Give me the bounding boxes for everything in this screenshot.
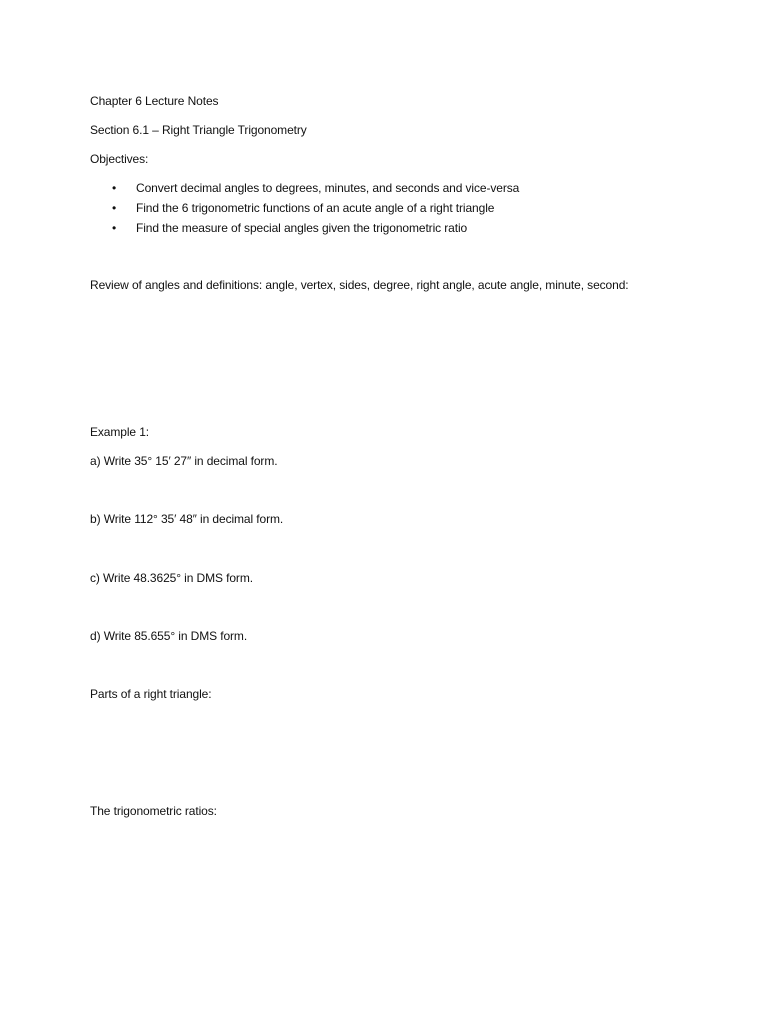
bullet-icon: • — [112, 201, 117, 215]
ratios-heading: The trigonometric ratios: — [90, 804, 217, 818]
example-heading: Example 1: — [90, 425, 150, 439]
example-part-b: b) Write 112° 35′ 48″ in decimal form. — [90, 512, 284, 526]
objectives-heading: Objectives: — [90, 152, 149, 166]
example-part-a: a) Write 35° 15′ 27″ in decimal form. — [90, 454, 278, 468]
example-part-c: c) Write 48.3625° in DMS form. — [90, 571, 253, 585]
bullet-icon: • — [112, 221, 117, 235]
bullet-icon: • — [112, 181, 117, 195]
example-part-d: d) Write 85.655° in DMS form. — [90, 629, 248, 643]
section-title: Section 6.1 – Right Triangle Trigonometry — [90, 123, 307, 137]
chapter-title: Chapter 6 Lecture Notes — [90, 94, 219, 108]
objective-text: Find the measure of special angles given the trigonometric ratio — [136, 221, 468, 235]
objective-text: Find the 6 trigonometric functions of an acute angle of a right triangle — [136, 201, 495, 215]
parts-heading: Parts of a right triangle: — [90, 687, 212, 701]
review-line: Review of angles and definitions: angle, vertex, sides, degree, right angle, acute angle, minute, second: — [90, 278, 629, 292]
objective-text: Convert decimal angles to degrees, minutes, and seconds and vice-versa — [136, 181, 520, 195]
